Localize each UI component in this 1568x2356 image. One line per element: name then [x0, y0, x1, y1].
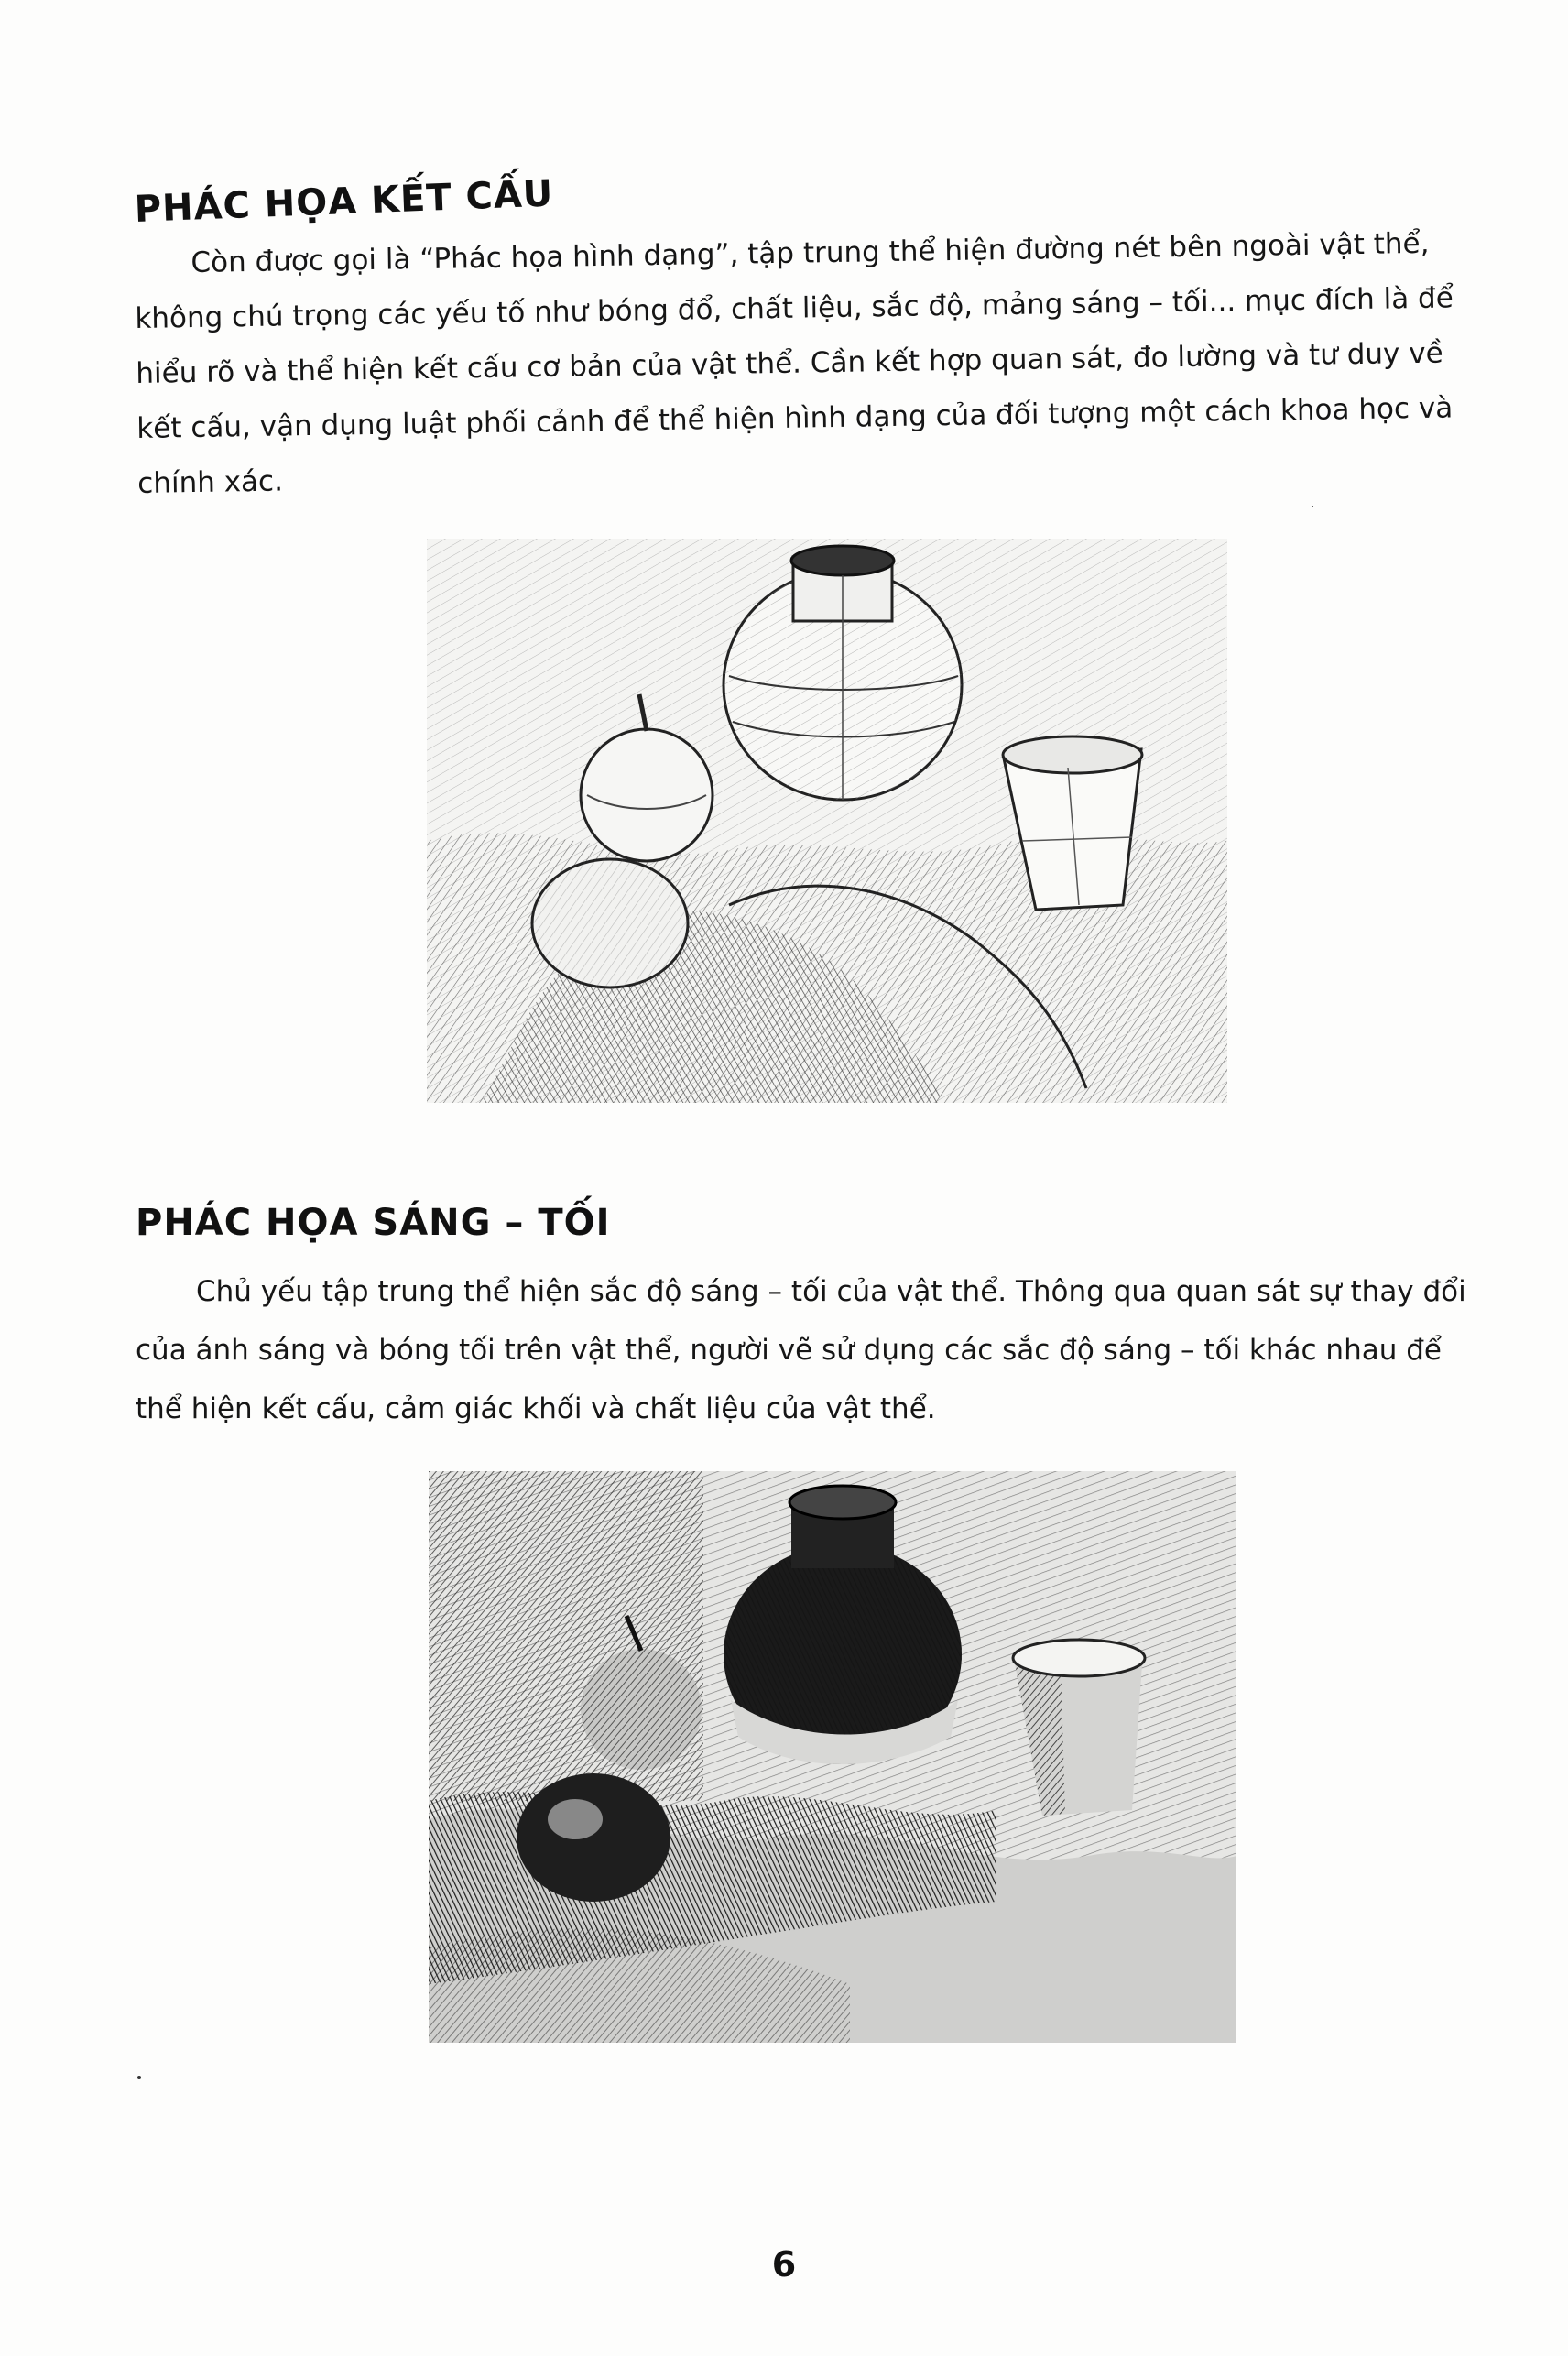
structure-sketch-drawing — [427, 539, 1227, 1103]
ink-speck — [1312, 506, 1313, 507]
light-dark-sketch-drawing — [429, 1471, 1236, 2043]
structure-sketch-illustration — [427, 539, 1227, 1103]
section-body-structure: Còn được gọi là “Phác họa hình dạng”, tập trung thể hiện đường nét bên ngoài vật thể, không chú trọng các yếu tố như bóng đổ, chất liệu, sắc độ, mảng sáng – tối... mục đích là để hiểu rõ và thể hiện kết cấu cơ bản của vật thể. Cần kết hợp quan sát, đo lường và tư duy về kết cấu, vận dụng luật phối cảnh để thể hiện hình dạng của đối tượng một cách khoa học và chính xác. — [135, 226, 1454, 500]
page-number: 6 — [771, 2244, 797, 2285]
light-dark-sketch-illustration — [429, 1471, 1236, 2043]
section-body-light-dark: Chủ yếu tập trung thể hiện sắc độ sáng – tối của vật thể. Thông qua quan sát sự thay đổi của ánh sáng và bóng tối trên vật thể, người vẽ sử dụng các sắc độ sáng – tối khác nhau để thể hiện kết cấu, cảm giác khối và chất liệu của vật thể. — [136, 1275, 1466, 1425]
ink-speck — [137, 2076, 141, 2079]
section-heading-light-dark: PHÁC HỌA SÁNG – TỐI — [136, 1202, 611, 1244]
section-heading-structure: PHÁC HỌA KẾT CẤU — [134, 172, 555, 231]
